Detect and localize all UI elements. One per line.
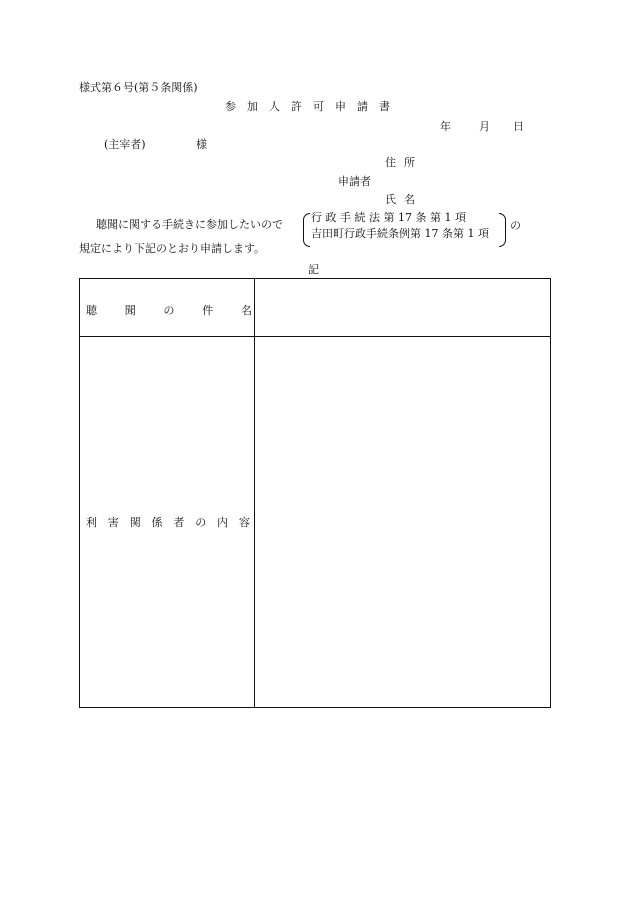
body-text-line-1: 聴聞に関する手続きに参加したいので [96,218,283,231]
form-table [79,278,551,708]
table-column-divider [254,279,255,707]
name-label: 氏名 [385,193,423,206]
law-option-1: 行 政 手 続 法 第 17 条 第 1 項 [311,211,466,224]
label-char: 聞 [124,304,136,317]
document-title: 参加人許可申請書 [225,100,401,113]
ki-label: 記 [308,263,319,276]
honorific: 様 [196,138,207,151]
label-char: 容 [238,516,250,529]
left-brace [303,213,310,247]
label-char: 聴 [86,304,97,317]
applicant-label: 申請者 [338,175,371,188]
body-text-line-2: 規定により下記のとおり申請します。 [79,242,266,255]
label-char: 関 [129,516,141,529]
label-char: 利 [86,516,97,529]
law-option-2: 吉田町行政手続条例第 17 条第 1 項 [311,227,489,240]
label-char: 件 [202,304,214,317]
date-month-label: 月 [479,120,490,133]
particle-no: の [510,219,521,232]
label-char: の [195,516,207,529]
address-label: 住所 [385,156,423,169]
label-char: 係 [151,516,163,529]
table-row-divider [80,336,550,337]
interested-party-details-label [86,517,250,528]
label-char: 者 [173,516,185,529]
date-day-label: 日 [513,120,524,133]
label-char: 害 [107,516,119,529]
hearing-subject-label [86,305,252,316]
right-brace [499,213,506,247]
label-char: の [163,304,175,317]
date-year-label: 年 [440,120,451,133]
form-number: 様式第６号(第５条関係) [79,81,198,94]
label-char: 内 [217,516,229,529]
organizer-label: (主宰者) [104,138,146,151]
label-char: 名 [241,304,252,317]
